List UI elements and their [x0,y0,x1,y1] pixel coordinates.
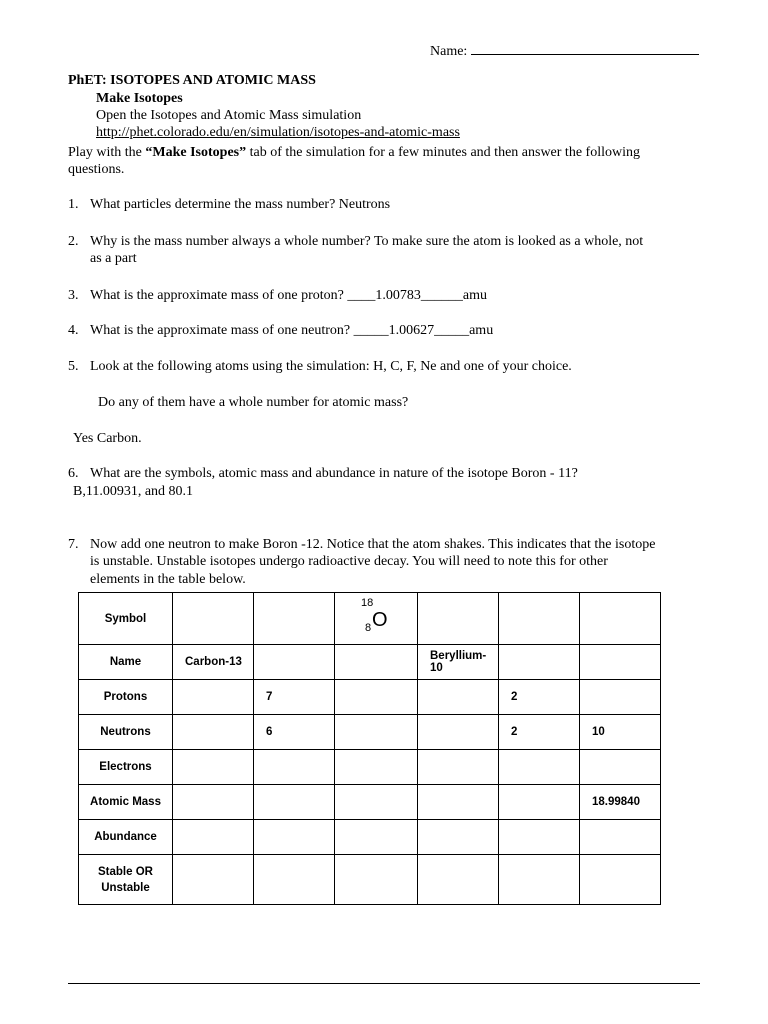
table-cell[interactable]: 2 [499,715,580,750]
table-cell[interactable] [418,593,499,645]
table-row-neutrons [79,715,661,750]
table-cell[interactable] [254,785,335,820]
table-cell[interactable] [335,785,418,820]
table-cell[interactable] [173,750,254,785]
table-cell[interactable] [580,855,661,905]
table-cell[interactable] [580,820,661,855]
table-cell[interactable] [173,820,254,855]
intro-before: Play with the [68,145,146,160]
element-symbol: O [372,609,388,631]
table-cell[interactable]: 18.99840 [580,785,661,820]
table-cell[interactable] [335,750,418,785]
stability-label-line2: Unstable [101,881,150,894]
section-heading: Make Isotopes [96,91,183,106]
table-cell[interactable] [418,820,499,855]
row-header-abundance: Abundance [79,820,173,855]
table-row-symbol [79,593,661,645]
symbol-cell-oxygen-18[interactable] [335,593,418,645]
table-cell[interactable] [254,750,335,785]
name-blank-line[interactable] [471,42,699,55]
question-5-number: 5. [68,359,79,374]
question-5-subquestion: Do any of them have a whole number for atomic mass? [98,395,409,410]
question-7-number: 7. [68,537,79,552]
table-cell[interactable] [335,855,418,905]
question-7-line2: is unstable. Unstable isotopes undergo radioactive decay. You will need to note this for other [90,554,608,569]
table-cell[interactable]: Carbon-13 [173,645,254,680]
question-7-line3: elements in the table below. [90,572,246,587]
question-3-number: 3. [68,288,79,303]
table-cell[interactable] [173,680,254,715]
row-header-stability [79,855,173,905]
table-cell[interactable] [418,750,499,785]
table-cell[interactable]: 10 [580,715,661,750]
table-cell[interactable] [418,680,499,715]
table-row-protons [79,680,661,715]
question-7-line1: Now add one neutron to make Boron -12. Notice that the atom shakes. This indicates that the isotope [90,537,656,552]
atomic-number: 8 [365,622,372,634]
table-cell[interactable] [335,715,418,750]
table-row-name [79,645,661,680]
intro-after: tab of the simulation for a few minutes and then answer the following [246,145,640,160]
table-cell[interactable] [499,593,580,645]
table-cell[interactable]: 2 [499,680,580,715]
question-1-number: 1. [68,197,79,212]
row-header-symbol: Symbol [79,593,173,645]
table-cell[interactable] [580,593,661,645]
intro-tab-name: “Make Isotopes” [145,145,247,160]
question-6-number: 6. [68,466,79,481]
table-cell[interactable] [499,785,580,820]
table-cell[interactable] [173,785,254,820]
table-cell[interactable] [499,645,580,680]
row-header-atomic-mass: Atomic Mass [79,785,173,820]
table-cell[interactable] [418,785,499,820]
footer-divider [68,983,700,984]
table-cell[interactable] [173,715,254,750]
name-field-row [430,42,699,61]
table-cell[interactable] [335,820,418,855]
table-cell[interactable] [580,645,661,680]
mass-number: 18 [361,597,374,609]
question-5-text: Look at the following atoms using the simulation: H, C, F, Ne and one of your choice. [90,359,572,374]
question-2-number: 2. [68,234,79,249]
question-2-line2: as a part [90,251,137,266]
table-cell[interactable] [173,593,254,645]
table-cell[interactable]: 7 [254,680,335,715]
table-cell[interactable] [254,645,335,680]
isotope-table [78,592,661,905]
table-cell[interactable]: 6 [254,715,335,750]
question-4-text: What is the approximate mass of one neutron? _____1.00627_____amu [90,323,494,338]
row-header-neutrons: Neutrons [79,715,173,750]
row-header-electrons: Electrons [79,750,173,785]
intro-text-line2: questions. [68,162,125,177]
question-6-text: What are the symbols, atomic mass and abundance in nature of the isotope Boron - 11? [90,466,578,481]
table-cell[interactable] [580,750,661,785]
table-cell[interactable] [499,750,580,785]
table-row-stability [79,855,661,905]
worksheet-title: PhET: ISOTOPES AND ATOMIC MASS [68,73,316,88]
table-cell[interactable] [499,855,580,905]
table-cell[interactable] [254,855,335,905]
table-cell[interactable] [499,820,580,855]
simulation-link[interactable]: http://phet.colorado.edu/en/simulation/isotopes-and-atomic-mass [96,125,460,140]
table-cell[interactable] [418,715,499,750]
question-2-line1: Why is the mass number always a whole number? To make sure the atom is looked as a whole, not [90,234,644,249]
question-6-answer: B,11.00931, and 80.1 [73,484,194,499]
table-cell[interactable] [254,820,335,855]
isotope-symbol [349,597,389,637]
question-1-text: What particles determine the mass number? Neutrons [90,197,391,212]
question-5-answer: Yes Carbon. [73,431,142,446]
table-row-atomic-mass [79,785,661,820]
question-3-text: What is the approximate mass of one proton? ____1.00783______amu [90,288,487,303]
table-row-electrons [79,750,661,785]
row-header-name: Name [79,645,173,680]
table-cell[interactable] [418,855,499,905]
table-cell[interactable]: Beryllium-10 [418,645,499,680]
table-cell[interactable] [173,855,254,905]
row-header-protons: Protons [79,680,173,715]
instruction-text: Open the Isotopes and Atomic Mass simulation [96,108,362,123]
table-cell[interactable] [335,680,418,715]
stability-label-line1: Stable OR [98,865,153,878]
table-row-abundance [79,820,661,855]
table-cell[interactable] [254,593,335,645]
question-4-number: 4. [68,323,79,338]
intro-text [68,144,640,162]
table-cell[interactable] [335,645,418,680]
table-cell[interactable] [580,680,661,715]
name-label: Name: [430,44,468,59]
